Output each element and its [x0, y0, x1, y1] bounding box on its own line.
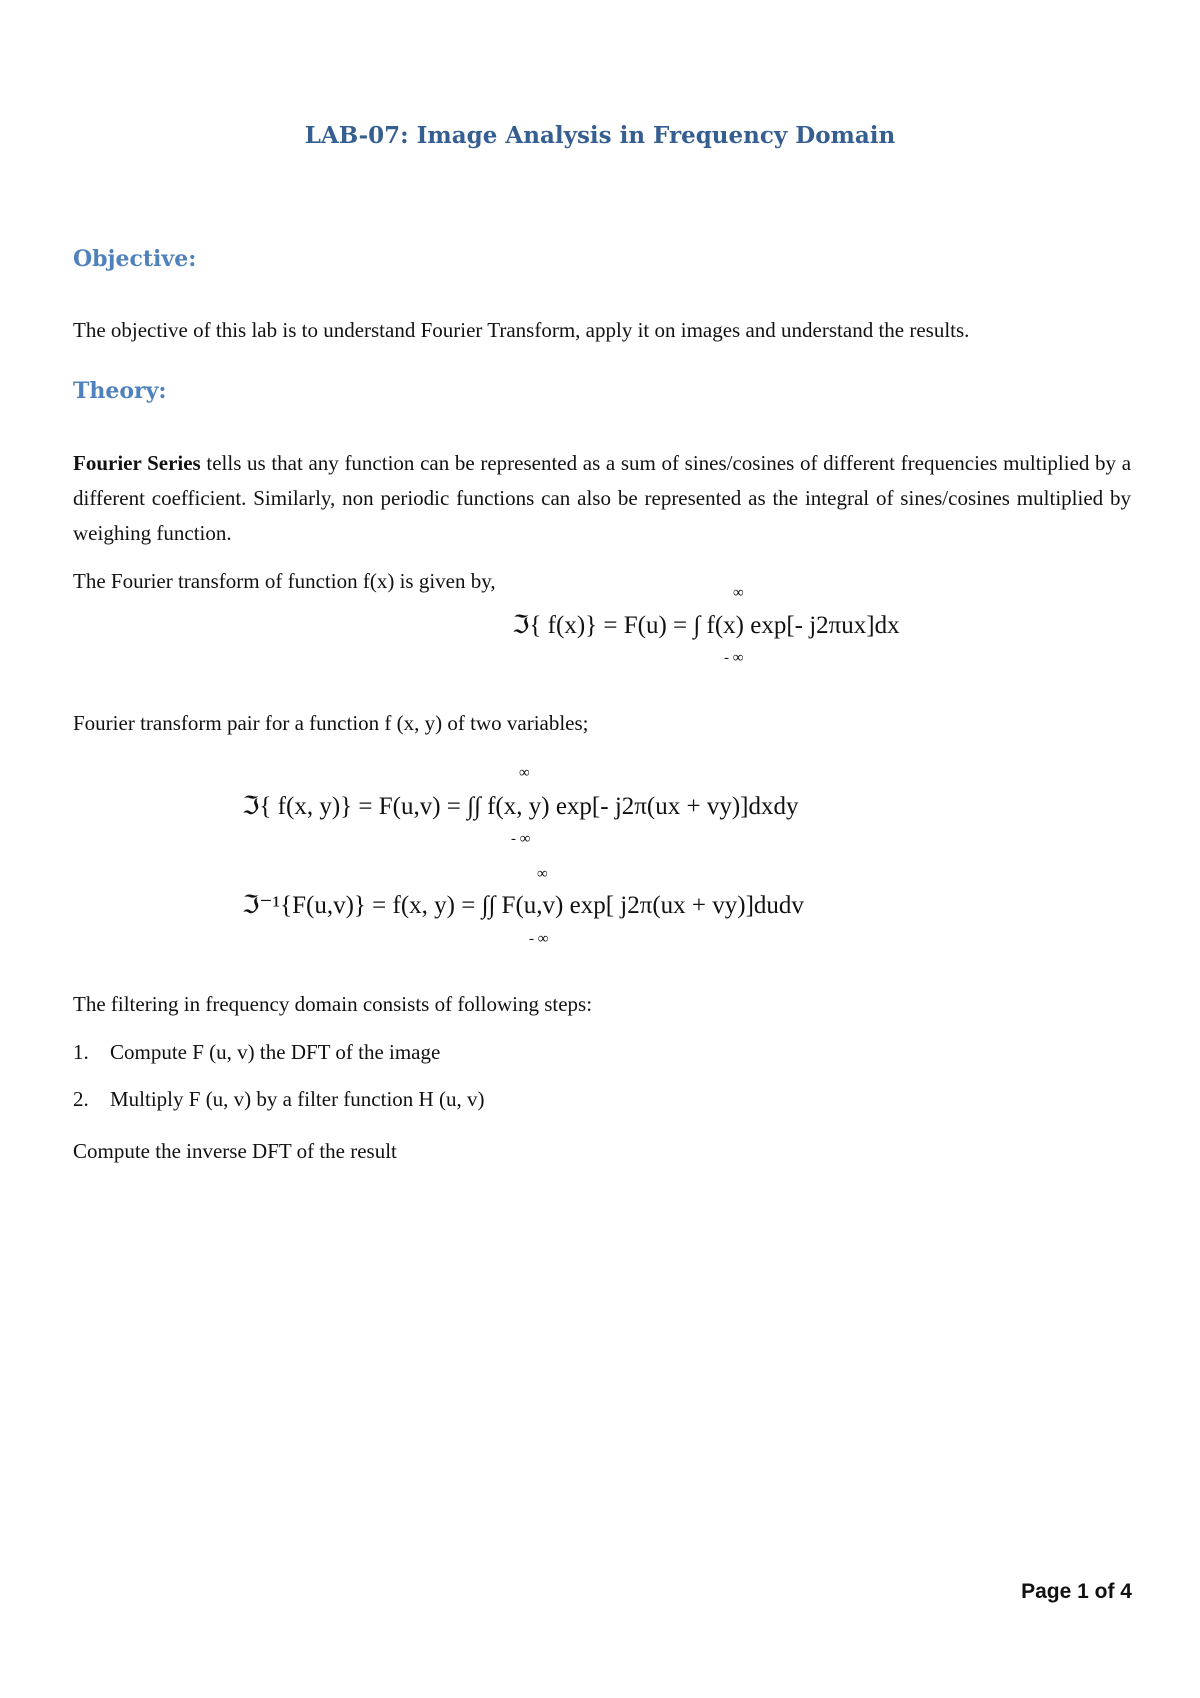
upper-limit: ∞ [537, 866, 548, 882]
filter-intro: The filtering in frequency domain consists of following steps: [73, 992, 593, 1016]
theory-heading: Theory: [73, 378, 167, 404]
objective-text: The objective of this lab is to understand Fourier Transform, apply it on images and understand the results. [73, 318, 970, 342]
equation-2-text: ℑ{ f(x, y)} = F(u,v) = ∫∫ f(x, y) exp[- j2π(ux + vy)]dxdy [242, 793, 799, 820]
pair-intro: Fourier transform pair for a function f (x, y) of two variables; [73, 711, 589, 735]
lower-limit: - ∞ [511, 831, 531, 847]
page-title: LAB-07: Image Analysis in Frequency Domain [304, 122, 896, 149]
objective-heading: Objective: [73, 246, 197, 272]
list-text: Compute F (u, v) the DFT of the image [110, 1040, 441, 1064]
page-number: Page 1 of 4 [1021, 1580, 1132, 1603]
list-text: Multiply F (u, v) by a filter function H (u, v) [110, 1087, 485, 1111]
final-step: Compute the inverse DFT of the result [73, 1139, 397, 1163]
upper-limit: ∞ [733, 585, 744, 601]
list-item [73, 1087, 484, 1112]
fourier-series-body: tells us that any function can be represented as a sum of sines/cosines of different frequencies multiplied by a different coefficient. Similarly, non periodic functions can also be represented as the integral of sines/cosines multiplied by weighing function. [73, 451, 1132, 545]
list-number: 2. [73, 1087, 89, 1111]
upper-limit: ∞ [519, 765, 530, 781]
lower-limit: - ∞ [724, 650, 744, 666]
equation-1-text: ℑ{ f(x)} = F(u) = ∫ f(x) exp[- j2πux]dx [512, 612, 900, 639]
fourier-series-term: Fourier Series [73, 451, 201, 475]
ft-intro: The Fourier transform of function f(x) is given by, [73, 569, 496, 593]
lower-limit: - ∞ [529, 931, 549, 947]
equation-3-text: ℑ⁻¹{F(u,v)} = f(x, y) = ∫∫ F(u,v) exp[ j2π(ux + vy)]dudv [242, 892, 804, 919]
list-item [73, 1040, 440, 1065]
list-number: 1. [73, 1040, 89, 1064]
fourier-series-paragraph [73, 446, 1131, 551]
